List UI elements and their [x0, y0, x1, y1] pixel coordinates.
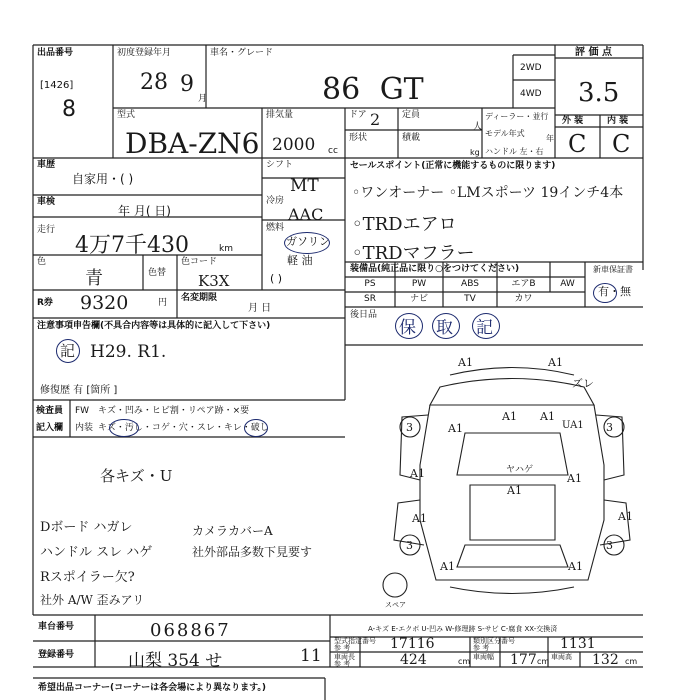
diagram-mark-6: A1	[540, 410, 555, 423]
equip-navi: ナビ	[409, 294, 428, 304]
color-value: 青	[85, 268, 103, 289]
color-change-label: 色替	[148, 268, 167, 278]
fuel-paren: ( )	[270, 272, 283, 285]
diagram-mark-1: A1	[458, 356, 473, 369]
remark-3: ハンドル スレ ハゲ	[40, 545, 153, 560]
score-label: 評 価 点	[575, 47, 612, 58]
remark-7: 社外部品多数下見要す	[192, 545, 313, 559]
handle-label: ハンドル 左・右	[485, 147, 544, 156]
name-change-value: 月 日	[248, 303, 272, 314]
mileage-value: 4万7千430	[75, 233, 189, 258]
inspection-value: 年 月( 日)	[118, 204, 171, 218]
equip-aw: AW	[560, 279, 575, 289]
capacity-label: 定員	[402, 110, 421, 120]
diagram-mark-10: A1	[507, 484, 522, 497]
diagram-mark-13: A1	[412, 512, 427, 525]
remark-1: 各キズ・U	[100, 467, 173, 485]
score-value: 3.5	[578, 78, 620, 108]
chassis-value: 068867	[150, 620, 231, 641]
diagram-mark-3: ズレ	[572, 377, 594, 390]
equip-leather: カワ	[514, 294, 533, 304]
door-label: ドア	[349, 110, 367, 120]
height-label: 車両高	[551, 653, 572, 661]
wish-label: 希望出品コーナー(コーナーは各会場により異なります。)	[38, 683, 267, 693]
sales-point-1: ◦ワンオーナー ◦LMスポーツ 19インチ4本	[352, 185, 624, 201]
notes-label: 注意事項申告欄(不具合内容等は具体的に記入して下さい)	[37, 321, 271, 331]
warranty-value: 有・無	[598, 285, 631, 298]
warranty-label: 新車保証書	[593, 265, 633, 274]
category-sub: 参 考	[473, 644, 490, 652]
interior-note-items: キズ・汚し・コゲ・穴・スレ・キレ・破し	[98, 423, 269, 433]
diagram-mark-15: A1	[568, 560, 583, 573]
fuel-alt: 軽 油	[287, 254, 313, 267]
diagram-mark-9: ヤハゲ	[506, 465, 534, 475]
diagram-wheel-4: 3	[606, 539, 613, 552]
height-value: 132	[592, 652, 619, 668]
sales-point-3: ◦TRDマフラー	[352, 243, 475, 264]
designation-label: 型式指定番号	[334, 637, 376, 645]
equip-tv: TV	[464, 294, 476, 304]
length-label: 車両長	[334, 653, 355, 661]
ac-label: 冷房	[266, 196, 285, 206]
lot-code: [1426]	[40, 80, 74, 91]
length-sub: 参 考	[334, 660, 351, 668]
displacement-value: 2000	[272, 135, 316, 155]
load-label: 積載	[402, 133, 421, 143]
yen-unit: 円	[158, 298, 168, 308]
sure-circle-mark	[244, 419, 268, 437]
category-label: 類別区分番号	[473, 637, 515, 645]
color-label: 色	[37, 257, 47, 267]
designation-sub: 参 考	[334, 644, 351, 652]
color-code-value: K3X	[198, 272, 230, 290]
equip-abs: ABS	[461, 279, 479, 289]
inspector-label: 検査員	[36, 406, 64, 416]
warranty-circle-mark	[593, 283, 617, 303]
fuel-label: 燃料	[266, 223, 285, 233]
remark-6: カメラカバーA	[192, 524, 273, 538]
month-unit: 月	[198, 94, 208, 104]
capacity-unit: 人	[473, 122, 483, 132]
category-value: 1131	[560, 636, 596, 652]
plate-value: 山梨 354 せ	[128, 651, 223, 671]
name-change-label: 名変期限	[181, 293, 218, 303]
width-unit: cm	[537, 657, 550, 666]
record-mark: 記	[60, 342, 76, 360]
sales-point-2: ◦TRDエアロ	[352, 214, 457, 235]
first-reg-label: 初度登録年月	[117, 48, 172, 58]
diagram-mark-14: A1	[440, 560, 455, 573]
length-unit: cm	[458, 657, 471, 666]
history-value: 自家用・( )	[72, 172, 134, 186]
history-label: 車歴	[37, 160, 56, 170]
ac-value: AAC	[288, 205, 324, 224]
diagram-mark-12: A1	[618, 510, 633, 523]
displacement-label: 排気量	[266, 110, 294, 120]
kizu-circle-mark	[109, 419, 139, 437]
diagram-spare: スペア	[385, 601, 406, 609]
diagram-mark-8: A1	[410, 467, 425, 480]
model-name: 86 GT	[322, 72, 424, 107]
diagram-mark-11: A1	[567, 472, 582, 485]
km-unit: km	[219, 244, 233, 254]
remark-4: Rスポイラー欠?	[40, 570, 135, 585]
recycle-label: R券	[37, 298, 53, 308]
equipment-label: 装備品(純正品に限り○をつけてください)	[350, 264, 520, 274]
equip-airbag: エアB	[511, 279, 536, 289]
interior-label: 内 装	[607, 116, 629, 126]
door-value: 2	[370, 110, 381, 129]
interior-note-label: 内装	[75, 423, 94, 433]
paper-2: 取	[436, 318, 453, 338]
interior-grade: C	[612, 130, 631, 158]
width-value: 177	[510, 652, 537, 668]
dealer-label: ディーラー・並行	[485, 112, 549, 121]
car-damage-diagram	[380, 355, 645, 610]
drive-4wd: 4WD	[520, 89, 542, 99]
designation-value: 17116	[390, 636, 435, 652]
width-label: 車両幅	[473, 653, 494, 661]
equip-sr: SR	[364, 294, 376, 304]
fw-label: FW	[75, 406, 90, 416]
exterior-grade: C	[568, 130, 587, 158]
diagram-mark-2: A1	[548, 356, 563, 369]
length-value: 424	[400, 652, 427, 668]
recycle-value: 9320	[80, 292, 129, 314]
type-value: DBA-ZN6	[125, 127, 260, 160]
diagram-wheel-1: 3	[406, 421, 413, 434]
height-unit: cm	[625, 657, 638, 666]
diagram-legend: A-キズ E-エクボ U-凹み W-修理跡 S-サビ C-腐食 XX-交換済	[368, 625, 558, 633]
diagram-mark-7: UA1	[562, 420, 584, 431]
model-year-label: モデル年式	[485, 129, 525, 138]
inspection-label: 車検	[37, 197, 56, 207]
kg-unit: kg	[470, 148, 480, 157]
sales-points-label: セールスポイント(正常に機能するものに限ります)	[350, 161, 556, 171]
diagram-wheel-3: 3	[406, 539, 413, 552]
shift-label: シフト	[266, 160, 294, 170]
paper-3: 記	[476, 318, 493, 338]
papers-label: 後日品	[350, 310, 378, 320]
type-label: 型式	[117, 110, 136, 120]
fuel-circle-mark	[284, 232, 330, 254]
mileage-label: 走行	[37, 225, 56, 235]
paper-1: 保	[399, 318, 416, 338]
shift-value: MT	[290, 176, 319, 196]
first-reg-year: 28	[140, 70, 168, 95]
diagram-wheel-2: 3	[606, 421, 613, 434]
entry-label: 記入欄	[36, 423, 64, 433]
exterior-label: 外 装	[562, 116, 584, 126]
repair-label: 修復歴 有 [箇所 ]	[40, 385, 118, 396]
chassis-label: 車台番号	[38, 622, 75, 632]
lot-number: 8	[62, 97, 76, 122]
equip-pw: PW	[411, 279, 427, 289]
remark-2: Dボード ハガレ	[40, 520, 133, 535]
drive-2wd: 2WD	[520, 63, 542, 73]
remark-5: 社外 A/W 歪みアリ	[40, 593, 145, 607]
fuel-value: ガソリン	[286, 235, 330, 248]
diagram-mark-5: A1	[448, 422, 463, 435]
color-code-label: 色コード	[181, 257, 218, 267]
cc-unit: cc	[328, 146, 338, 156]
model-year-unit: 年	[546, 134, 554, 143]
plate-label: 登録番号	[38, 650, 75, 660]
plate-extra: 11	[300, 646, 322, 666]
diagram-mark-4: A1	[502, 410, 517, 423]
shape-label: 形状	[349, 133, 368, 143]
fw-items: キズ・凹み・ヒビ割・リペア跡・×要	[98, 406, 250, 416]
name-label: 車名・グレード	[210, 48, 274, 58]
first-reg-month: 9	[180, 72, 194, 97]
lot-label: 出品番号	[37, 48, 74, 58]
equip-ps: PS	[364, 279, 376, 289]
record-value: H29. R1.	[90, 342, 167, 362]
